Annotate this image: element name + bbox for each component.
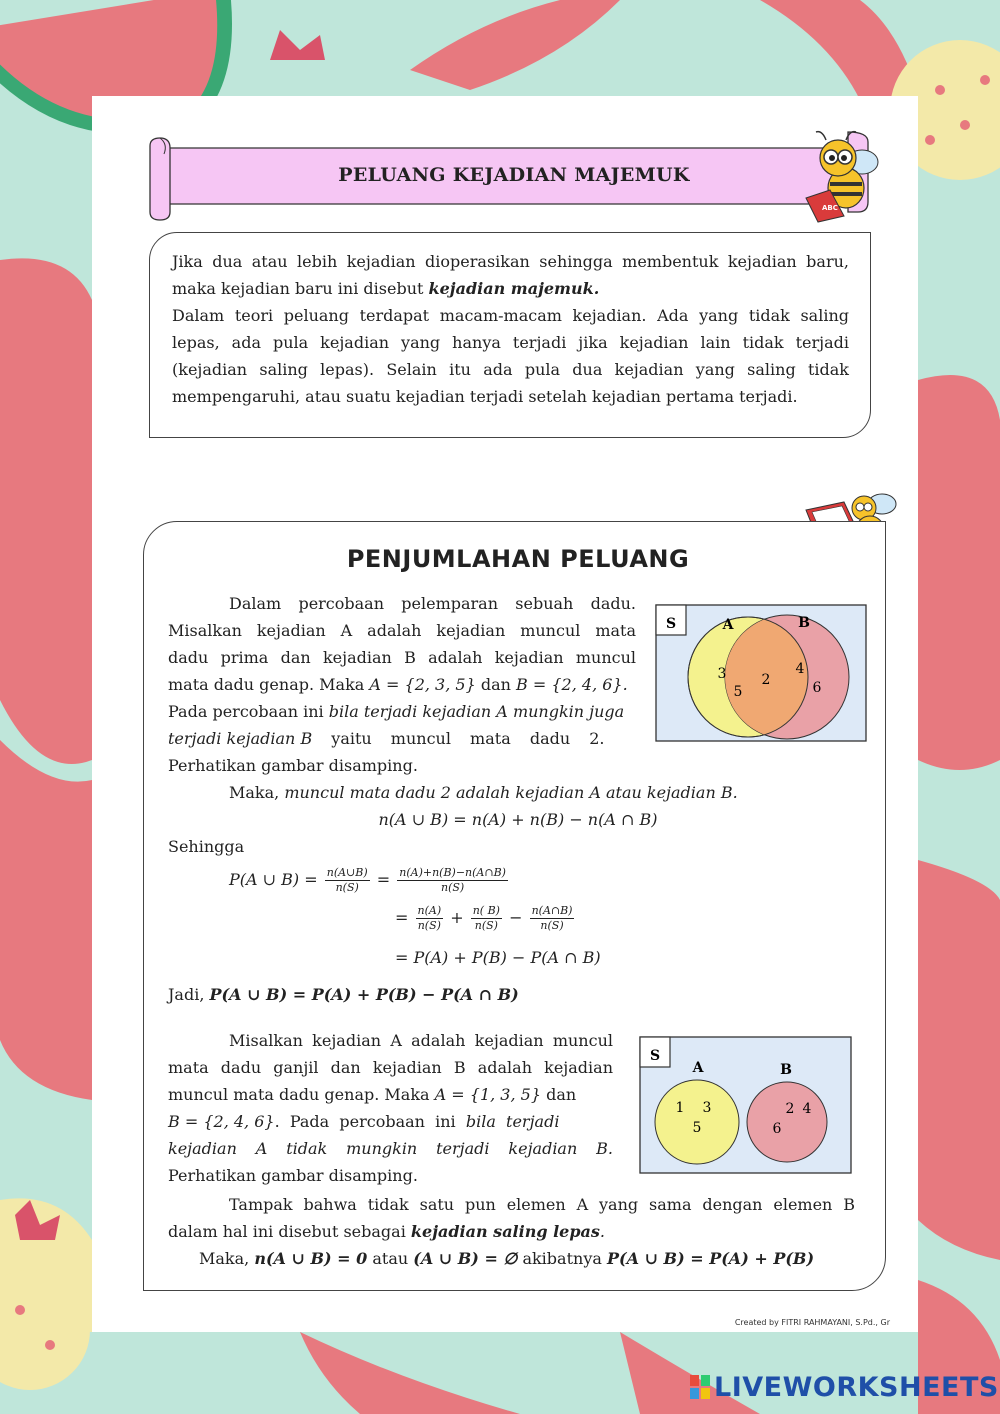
venn2-elem: 2 [785,1101,795,1117]
para2-line-3: muncul mata dadu genap. Maka A = {1, 3, 5} dan [168,1085,577,1104]
derivation-line-3: = P(A) + P(B) − P(A ∩ B) [395,948,601,967]
venn-diagram-intersecting [655,604,867,742]
intro-line-2: maka kejadian baru ini disebut kejadian majemuk. [172,279,600,298]
para1-line-7: Perhatikan gambar disamping. [168,756,418,775]
venn1-s-label: S [665,616,677,632]
jadi-line: Jadi, P(A ∪ B) = P(A) + P(B) − P(A ∩ B) [168,985,519,1004]
final-formula-line: Maka, n(A ∪ B) = 0 atau (A ∪ B) = ∅ akibatnya P(A ∪ B) = P(A) + P(B) [199,1249,815,1268]
venn2-elem: 4 [802,1101,812,1117]
set-a-prime: A = {2, 3, 5} [369,675,476,694]
fraction: $\frac{n(A)}{n(S)}$ [417,904,442,932]
emphasis-saling-lepas: kejadian saling lepas [410,1222,600,1241]
liveworksheets-logo-icon [690,1375,710,1399]
fraction: $\frac{n(A\cap B)}{n(S)}$ [531,904,573,932]
para1-line-1: Dalam percobaan pelemparan sebuah dadu. [229,594,636,613]
bee-mascot-icon [800,126,890,224]
venn1-a-label: A [722,617,734,633]
set-a-odd: A = {1, 3, 5} [434,1085,542,1104]
venn2-b-label: B [780,1062,792,1078]
fraction: $\frac{n( B)}{n(S)}$ [472,904,500,932]
sehingga-label: Sehingga [168,837,245,856]
emphasis-kejadian-majemuk: kejadian majemuk. [428,279,600,298]
venn1-elem: 5 [733,684,743,700]
venn1-elem: 2 [761,672,771,688]
venn1-elem: 6 [812,680,822,696]
para2-line-2: mata dadu ganjil dan kejadian B adalah kejadian [168,1058,613,1077]
section-title: PENJUMLAHAN PELUANG [346,545,690,573]
intro-line-5: (kejadian saling lepas). Selain itu ada pula dua kejadian yang saling tidak [172,360,849,379]
intro-line-4: lepas, ada pula kejadian yang hanya terjadi jika kejadian lain tidak terjadi [172,333,849,352]
fraction: $\frac{n(A)+n(B)-n(A\cap B)}{n(S)}$ [399,866,506,894]
para2-line-6: Perhatikan gambar disamping. [168,1166,418,1185]
para1-line-2: Misalkan kejadian A adalah kejadian muncul mata [168,621,636,640]
derivation-line-1: P(A ∪ B) = $\frac{n(A\cup B)}{n(S)}$ = $\frac{n(A)+n(B)-n(A\cap B)}{n(S)}$ [229,866,506,894]
intro-line-3: Dalam teori peluang terdapat macam-macam kejadian. Ada yang tidak saling [172,306,849,325]
maka1-line: Maka, muncul mata dadu 2 adalah kejadian A atau kejadian B. [229,783,738,802]
venn1-elem: 4 [795,661,805,677]
venn2-elem: 6 [772,1121,782,1137]
para1-line-3: dadu prima dan kejadian B adalah kejadian muncul [168,648,636,667]
set-b-even-2: B = {2, 4, 6} [168,1112,275,1131]
venn2-elem: 1 [675,1100,685,1116]
union-count-formula: n(A ∪ B) = n(A) + n(B) − n(A ∩ B) [378,810,658,829]
venn-diagram-disjoint [639,1036,852,1174]
para1-line-4: mata dadu genap. Maka A = {2, 3, 5} dan B = {2, 4, 6}. [168,675,628,694]
venn1-b-label: B [798,615,810,631]
svg-text:ABC: ABC [822,204,838,212]
fraction: $\frac{n(A\cup B)}{n(S)}$ [326,866,368,894]
para2-line-4: B = {2, 4, 6}. Pada percobaan ini bila terjadi [168,1112,560,1131]
venn2-s-label: S [649,1048,661,1064]
set-b-even: B = {2, 4, 6}. [516,675,628,694]
para3-line-2: dalam hal ini disebut sebagai kejadian saling lepas. [168,1222,606,1241]
page-title: PELUANG KEJADIAN MAJEMUK [338,164,690,186]
para1-line-6: terjadi kejadian B yaitu muncul mata dadu 2. [168,729,605,748]
para2-line-1: Misalkan kejadian A adalah kejadian muncul [229,1031,613,1050]
para2-line-5: kejadian A tidak mungkin terjadi kejadian B. [168,1139,613,1158]
para3-line-1: Tampak bahwa tidak satu pun elemen A yang sama dengan elemen B [229,1195,855,1214]
intro-line-6: mempengaruhi, atau suatu kejadian terjadi setelah kejadian pertama terjadi. [172,387,798,406]
venn2-elem: 5 [692,1120,702,1136]
para1-line-5: Pada percobaan ini bila terjadi kejadian A mungkin juga [168,702,625,721]
author-credit: Created by FITRI RAHMAYANI, S.Pd., Gr [734,1318,890,1327]
intro-line-1: Jika dua atau lebih kejadian dioperasikan sehingga membentuk kejadian baru, [172,252,849,271]
venn2-elem: 3 [702,1100,712,1116]
venn2-a-label: A [692,1060,704,1076]
derivation-line-2: = $\frac{n(A)}{n(S)}$ + $\frac{n( B)}{n(S)}$ − $\frac{n(A\cap B)}{n(S)}$ [395,904,573,932]
union-probability-formula: P(A ∪ B) = P(A) + P(B) − P(A ∩ B) [209,985,519,1004]
liveworksheets-brand[interactable]: LIVEWORKSHEETS [690,1372,999,1403]
venn1-elem: 3 [717,666,727,682]
